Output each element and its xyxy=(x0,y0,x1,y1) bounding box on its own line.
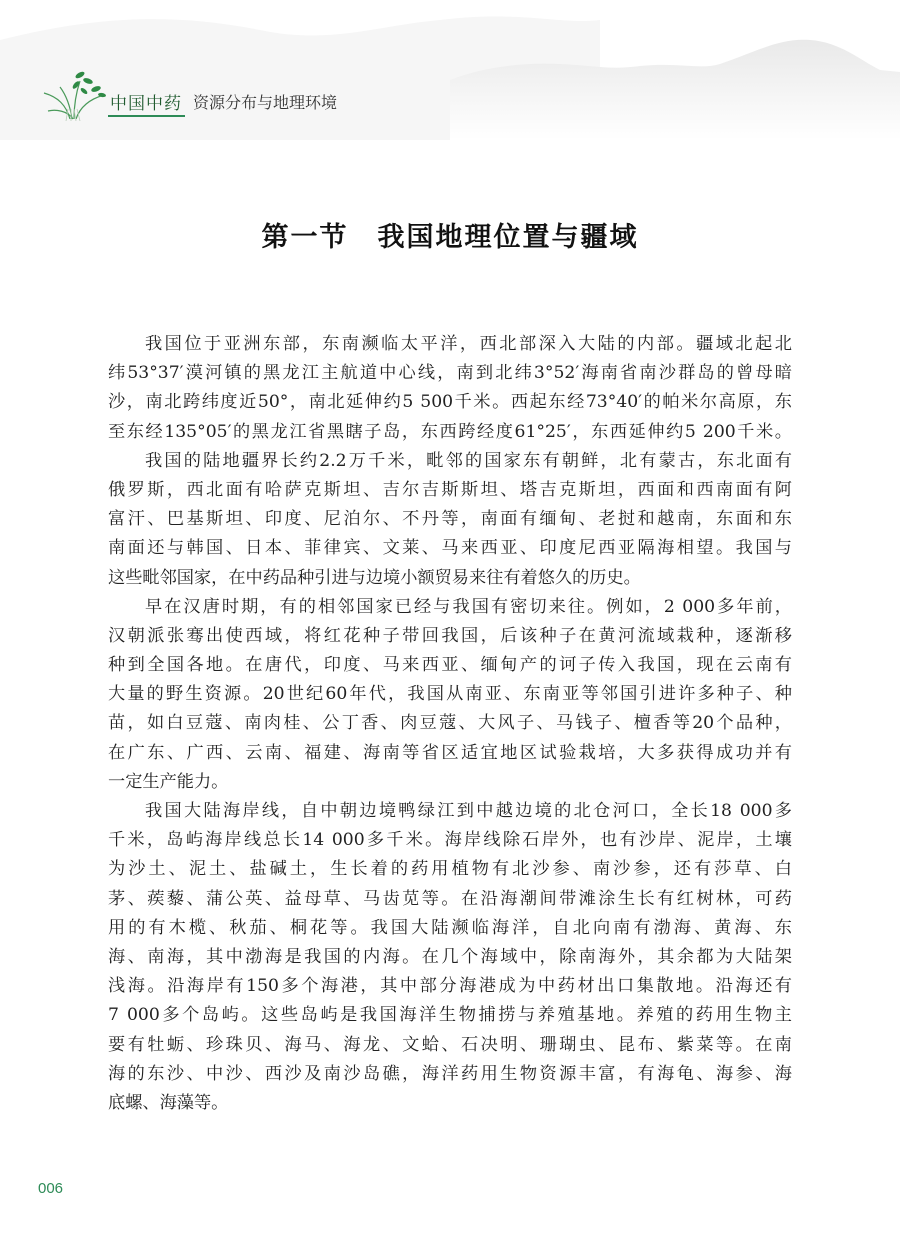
text-line: 海、南海，其中渤海是我国的内海。在几个海域中，除南海外，其余都为大陆架 xyxy=(108,946,792,967)
text-line: 大量的野生资源。20世纪60年代，我国从南亚、东南亚等邻国引进许多种子、种 xyxy=(108,684,792,705)
brand-underline xyxy=(108,115,185,117)
page-number: 006 xyxy=(38,1180,64,1197)
text-line: 海的东沙、中沙、西沙及南沙岛礁，海洋药用生物资源丰富，有海龟、海参、海 xyxy=(108,1063,792,1084)
section-title: 第一节 我国地理位置与疆域 xyxy=(261,222,639,253)
text-line: 为沙土、泥土、盐碱土，生长着的药用植物有北沙参、南沙参，还有莎草、白 xyxy=(108,859,792,880)
text-line: 一定生产能力。 xyxy=(108,771,229,792)
text-line: 浅海。沿海岸有150多个海港，其中部分海港成为中药材出口集散地。沿海还有 xyxy=(108,976,792,997)
text-line: 纬53°37′漠河镇的黑龙江主航道中心线，南到北纬3°52′海南省南沙群岛的曾母暗 xyxy=(108,363,792,384)
text-line: 要有牡蛎、珍珠贝、海马、海龙、文蛤、石决明、珊瑚虫、昆布、紫菜等。在南 xyxy=(108,1034,792,1055)
text-line: 我国位于亚洲东部，东南濒临太平洋，西北部深入大陆的内部。疆域北起北 xyxy=(145,334,792,354)
text-line: 早在汉唐时期，有的相邻国家已经与我国有密切来往。例如，2 000多年前， xyxy=(145,596,792,617)
text-line: 种到全国各地。在唐代，印度、马来西亚、缅甸产的诃子传入我国，现在云南有 xyxy=(108,655,792,676)
text-line: 底螺、海藻等。 xyxy=(108,1092,229,1113)
text-line: 茅、蒺藜、蒲公英、益母草、马齿苋等。在沿海潮间带滩涂生长有红树林，可药 xyxy=(108,888,792,909)
text-line: 苗，如白豆蔻、南肉桂、公丁香、肉豆蔻、大风子、马钱子、檀香等20个品种， xyxy=(108,713,792,734)
paragraph xyxy=(108,330,792,447)
text-line: 用的有木榄、秋茄、桐花等。我国大陆濒临海洋，自北向南有渤海、黄海、东 xyxy=(108,917,792,938)
mountain-background-decoration xyxy=(0,0,900,140)
text-line: 俄罗斯，西北面有哈萨克斯坦、吉尔吉斯斯坦、塔吉克斯坦，西面和西南面有阿 xyxy=(108,479,792,500)
text-line: 我国大陆海岸线，自中朝边境鸭绿江到中越边境的北仓河口，全长18 000多 xyxy=(145,801,792,821)
text-line: 汉朝派张骞出使西域，将红花种子带回我国，后该种子在黄河流域栽种，逐渐移 xyxy=(108,625,792,646)
text-line: 至东经135°05′的黑龙江省黑瞎子岛，东西跨经度61°25′，东西延伸约5 200千米。 xyxy=(108,421,792,442)
text-line: 7 000多个岛屿。这些岛屿是我国海洋生物捕捞与养殖基地。养殖的药用生物主 xyxy=(108,1005,792,1026)
text-line: 富汗、巴基斯坦、印度、尼泊尔、不丹等，南面有缅甸、老挝和越南，东面和东 xyxy=(108,509,792,530)
text-line: 沙，南北跨纬度近50°，南北延伸约5 500千米。西起东经73°40′的帕米尔高原，东 xyxy=(108,392,792,413)
paragraph xyxy=(108,593,792,797)
text-line: 千米，岛屿海岸线总长14 000多千米。海岸线除石岸外，也有沙岸、泥岸，土壤 xyxy=(108,830,792,851)
paragraph xyxy=(108,447,792,593)
text-line: 在广东、广西、云南、福建、海南等省区适宜地区试验栽培，大多获得成功并有 xyxy=(108,742,792,763)
herb-plant-logo-icon xyxy=(40,65,112,121)
book-title: 资源分布与地理环境 xyxy=(193,93,338,112)
text-line: 我国的陆地疆界长约2.2万千米，毗邻的国家东有朝鲜，北有蒙古，东北面有 xyxy=(145,450,792,471)
text-line: 南面还与韩国、日本、菲律宾、文莱、马来西亚、印度尼西亚隔海相望。我国与 xyxy=(108,538,792,559)
paragraph xyxy=(108,797,792,1118)
body-text xyxy=(108,330,792,1118)
book-series-brand: 中国中药 xyxy=(110,94,182,114)
text-line: 这些毗邻国家，在中药品种引进与边境小额贸易来往有着悠久的历史。 xyxy=(108,567,641,588)
